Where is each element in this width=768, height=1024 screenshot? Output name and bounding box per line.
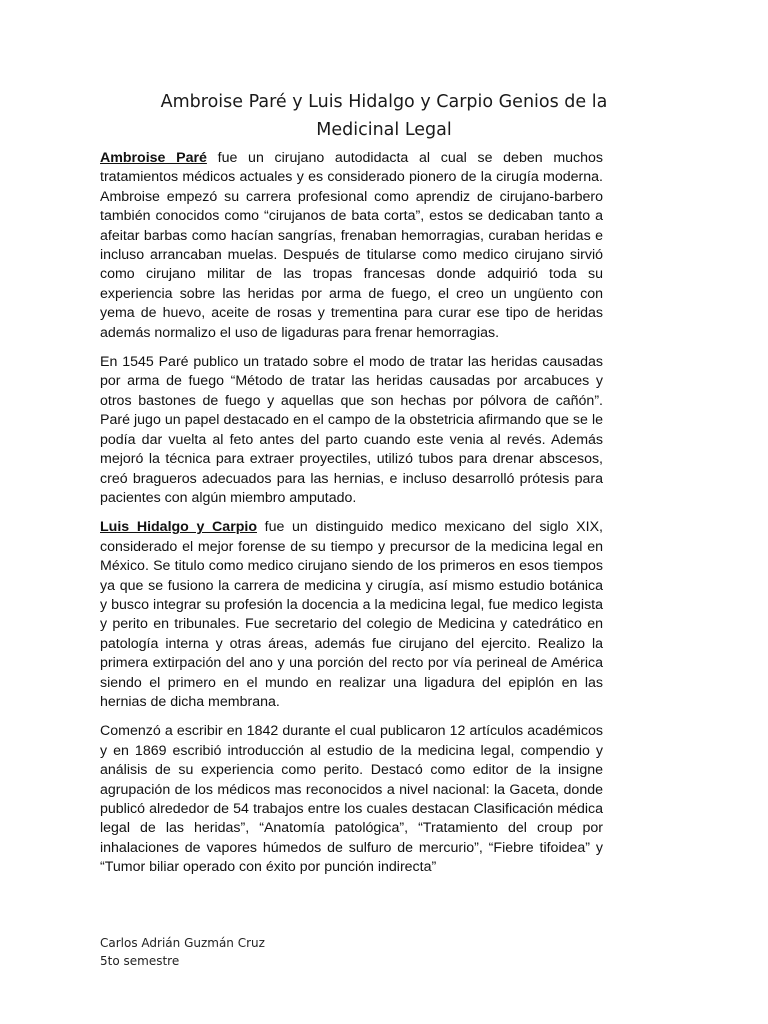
title-line-1: Ambroise Paré y Luis Hidalgo y Carpio Genios de la — [160, 92, 608, 112]
paragraph-1-text: fue un cirujano autodidacta al cual se deben muchos tratamientos médicos actuales y es considerado pionero de la cirugía moderna. Ambroise empezó su carrera profesional como aprendiz de cirujano-barbero también conocidos como “cirujanos de bata corta”, estos se dedicaban tanto a afeitar barbas como hacían sangrías, frenaban hemorragias, curaban heridas e incluso arrancaban muelas. Después de titularse como medico cirujano sirvió como cirujano militar de las tropas francesas donde adquirió toda su experiencia sobre las heridas por arma de fuego, el creo un ungüento con yema de huevo, aceite de rosas y trementina para curar ese tipo de heridas además normalizo el uso de ligaduras para frenar hemorragias. — [100, 150, 603, 341]
paragraph-hidalgo-intro — [100, 518, 603, 712]
author-footer — [100, 934, 265, 970]
document-body — [100, 149, 603, 888]
paragraph-pare-treatise: En 1545 Paré publico un tratado sobre el modo de tratar las heridas causadas por arma de fuego “Método de tratar las heridas causadas por arcabuces y otros bastones de fuego y aquellas que son hechas por pólvora de cañón”. Paré jugo un papel destacado en el campo de la obstetricia afirmando que se le podía dar vuelta al feto antes del parto cuando este venia al revés. Además mejoró la técnica para extraer proyectiles, utilizó tubos para drenar abscesos, creó bragueros adecuados para las hernias, e incluso desarrolló prótesis para pacientes con algún miembro amputado. — [100, 354, 603, 506]
document-title — [100, 88, 668, 144]
paragraph-hidalgo-publications: Comenzó a escribir en 1842 durante el cual publicaron 12 artículos académicos y en 1869 escribió introducción al estudio de la medicina legal, compendio y análisis de su experiencia como perito. Destacó como editor de la insigne agrupación de los médicos mas reconocidos a nivel nacional: la Gaceta, donde publicó alrededor de 54 trabajos entre los cuales destacan Clasificación médica legal de las heridas”, “Anatomía patológica”, “Tratamiento del croup por inhalaciones de vapores húmedos de sulfuro de mercurio”, “Fiebre tifoidea” y “Tumor biliar operado con éxito por punción indirecta” — [100, 723, 603, 876]
name-luis-hidalgo-y-carpio: Luis Hidalgo y Carpio — [100, 519, 257, 536]
title-line-2: Medicinal Legal — [316, 120, 452, 140]
paragraph-pare-intro — [100, 149, 603, 343]
name-ambroise-pare: Ambroise Paré — [100, 150, 207, 166]
author-semester: 5to semestre — [100, 954, 180, 968]
author-name: Carlos Adrián Guzmán Cruz — [100, 936, 265, 950]
paragraph-3-text: fue un distinguido medico mexicano del siglo XIX, considerado el mejor forense de su tiempo y precursor de la medicina legal en México. Se titulo como medico cirujano siendo de los primeros en esos tiempos ya que se fusiono la carrera de medicina y cirugía, así mismo estudio botánica y busco integrar su profesión la docencia a la medicina legal, fue medico legista y perito en tribunales. Fue secretario del colegio de Medicina y catedrático en patología interna y otras áreas, además fue cirujano del ejercito. Realizo la primera extirpación del ano y una porción del recto por vía perineal de América siendo el primero en el mundo en realizar una ligadura del epiplón en las hernias de dicha membrana. — [100, 519, 603, 710]
